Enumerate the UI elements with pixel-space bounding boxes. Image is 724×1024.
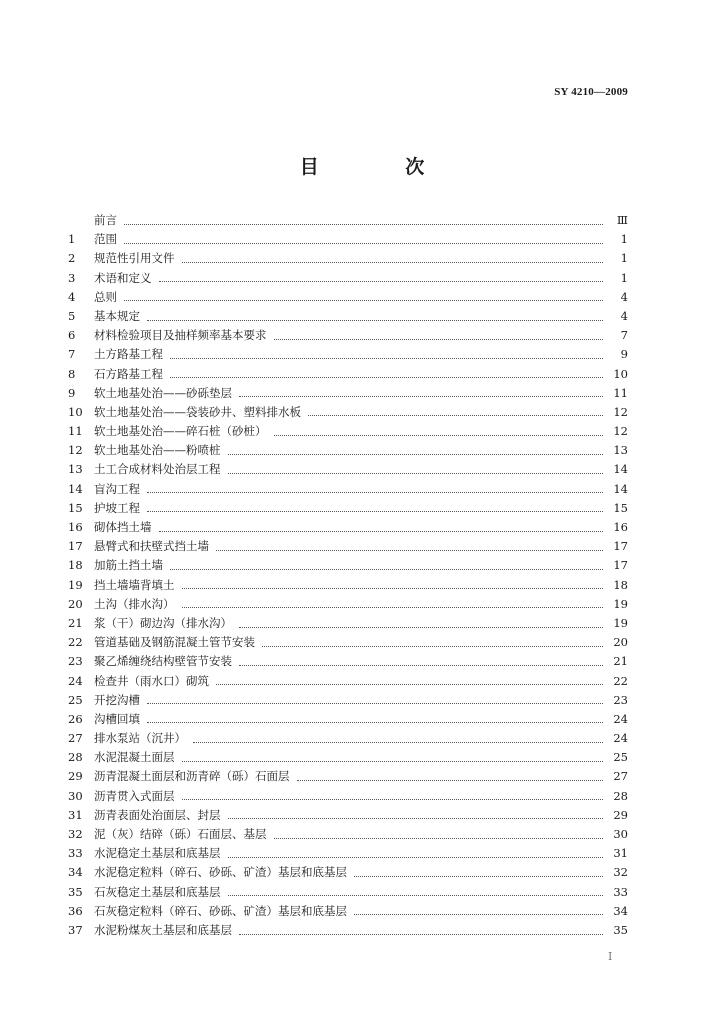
toc-entry[interactable]	[66, 556, 628, 575]
toc-entry-page: 25	[613, 750, 628, 765]
toc-entry-number: 20	[68, 596, 83, 611]
toc-leader-dots	[147, 721, 603, 723]
toc-leader-dots	[228, 453, 604, 455]
toc-entry-page: 31	[613, 846, 628, 861]
toc-entry[interactable]	[66, 518, 628, 537]
toc-entry[interactable]	[66, 729, 628, 748]
toc-entry-number: 31	[68, 807, 83, 822]
toc-entry-number: 15	[68, 500, 83, 515]
toc-entry[interactable]	[66, 403, 628, 422]
toc-entry[interactable]	[66, 326, 628, 345]
toc-leader-dots	[182, 760, 604, 762]
toc-entry[interactable]	[66, 537, 628, 556]
table-of-contents	[66, 211, 628, 940]
toc-entry[interactable]	[66, 902, 628, 921]
toc-entry[interactable]	[66, 844, 628, 863]
toc-entry-page: 22	[613, 673, 628, 688]
toc-entry-title: 软土地基处治——碎石桩（砂桩）	[94, 424, 267, 439]
toc-entry[interactable]	[66, 710, 628, 729]
toc-leader-dots	[228, 472, 604, 474]
toc-entry[interactable]	[66, 921, 628, 940]
toc-entry[interactable]	[66, 499, 628, 518]
toc-entry-page: 21	[613, 654, 628, 669]
toc-entry-page: 10	[613, 366, 628, 381]
toc-entry-page: 19	[613, 596, 628, 611]
toc-entry-title: 范围	[94, 232, 117, 247]
toc-entry-number: 14	[68, 481, 83, 496]
toc-leader-dots	[147, 702, 603, 704]
toc-entry[interactable]	[66, 806, 628, 825]
toc-entry-page: 17	[613, 558, 628, 573]
toc-leader-dots	[124, 299, 603, 301]
toc-entry-page: 12	[613, 424, 628, 439]
toc-entry[interactable]	[66, 825, 628, 844]
toc-entry-title: 砌体挡土墙	[94, 520, 152, 534]
toc-entry-number: 22	[68, 635, 83, 650]
toc-leader-dots	[239, 664, 603, 666]
toc-leader-dots	[124, 223, 603, 225]
toc-entry-title: 水泥混凝土面层	[94, 750, 175, 765]
toc-entry-number: 2	[68, 251, 76, 266]
toc-entry-title: 悬臂式和扶壁式挡土墙	[94, 539, 209, 554]
toc-entry-title: 挡土墙墙背填土	[94, 577, 175, 592]
toc-entry-title: 开挖沟槽	[94, 692, 140, 707]
toc-entry-title: 土沟（排水沟）	[94, 596, 175, 611]
toc-leader-dots	[147, 319, 603, 321]
toc-leader-dots	[308, 414, 603, 416]
toc-entry-title: 总则	[94, 289, 117, 304]
toc-entry-title: 水泥粉煤灰土基层和底基层	[94, 922, 232, 937]
toc-entry[interactable]	[66, 422, 628, 441]
toc-entry-page: 35	[613, 922, 628, 937]
toc-entry-page: 20	[613, 635, 628, 650]
toc-entry-page: 28	[613, 788, 628, 803]
toc-entry[interactable]	[66, 767, 628, 786]
toc-leader-dots	[147, 491, 603, 493]
toc-entry-page: 14	[613, 462, 628, 477]
toc-leader-dots	[182, 798, 604, 800]
toc-leader-dots	[159, 530, 604, 532]
toc-entry-number: 27	[68, 731, 83, 746]
toc-entry[interactable]	[66, 576, 628, 595]
toc-entry-title: 石方路基工程	[94, 366, 163, 381]
toc-entry[interactable]	[66, 863, 628, 882]
toc-leader-dots	[170, 376, 603, 378]
toc-entry-number: 36	[68, 903, 83, 918]
toc-entry[interactable]	[66, 441, 628, 460]
toc-entry-number: 8	[68, 366, 76, 381]
toc-entry-title: 基本规定	[94, 308, 140, 323]
toc-entry-title: 土工合成材料处治层工程	[94, 462, 221, 477]
toc-entry[interactable]	[66, 652, 628, 671]
toc-leader-dots	[228, 817, 604, 819]
toc-entry-title: 术语和定义	[94, 270, 152, 285]
toc-entry-page: 11	[613, 385, 628, 400]
toc-entry-title: 盲沟工程	[94, 481, 140, 496]
toc-entry-title: 石灰稳定土基层和底基层	[94, 884, 221, 899]
toc-entry[interactable]	[66, 269, 628, 288]
toc-entry-page: 1	[620, 251, 628, 266]
toc-entry-page: 19	[613, 615, 628, 630]
toc-entry[interactable]	[66, 614, 628, 633]
toc-entry-title: 石灰稳定粒料（碎石、砂砾、矿渣）基层和底基层	[94, 903, 347, 918]
toc-entry-page: 9	[620, 347, 628, 362]
toc-entry-number: 35	[68, 884, 83, 899]
toc-entry-number: 18	[68, 558, 83, 573]
toc-entry-number: 30	[68, 788, 83, 803]
toc-entry[interactable]	[66, 230, 628, 249]
toc-leader-dots	[216, 549, 603, 551]
toc-entry-number: 13	[68, 462, 83, 477]
toc-leader-dots	[274, 837, 604, 839]
toc-leader-dots	[182, 587, 604, 589]
toc-entry-page: 1	[620, 270, 628, 285]
toc-title: 目 次	[299, 156, 465, 178]
toc-entry-number: 28	[68, 750, 83, 765]
toc-entry-number: 4	[68, 289, 76, 304]
toc-entry-title: 沟槽回填	[94, 711, 140, 726]
toc-entry-number: 11	[68, 424, 83, 439]
standard-code: SY 4210—2009	[554, 86, 628, 98]
toc-leader-dots	[239, 933, 603, 935]
toc-entry-number: 3	[68, 270, 76, 285]
toc-entry-number: 32	[68, 827, 83, 841]
toc-entry-title: 前言	[94, 213, 117, 227]
toc-entry-page: 29	[613, 807, 628, 822]
toc-leader-dots	[182, 606, 604, 608]
toc-entry-number: 21	[68, 615, 83, 630]
toc-leader-dots	[228, 856, 604, 858]
toc-leader-dots	[354, 875, 603, 877]
toc-leader-dots	[124, 242, 603, 244]
toc-leader-dots	[159, 280, 604, 282]
toc-entry-page: 33	[613, 884, 628, 899]
toc-entry-title: 检查井（雨水口）砌筑	[94, 673, 209, 688]
toc-entry-title: 沥青表面处治面层、封层	[94, 807, 221, 822]
toc-entry-page: 13	[613, 443, 628, 458]
toc-entry-title: 水泥稳定土基层和底基层	[94, 846, 221, 861]
toc-leader-dots	[239, 626, 603, 628]
toc-entry-number: 33	[68, 846, 83, 861]
toc-leader-dots	[170, 568, 603, 570]
toc-entry-page: 27	[613, 769, 628, 784]
toc-leader-dots	[262, 645, 603, 647]
toc-leader-dots	[170, 357, 603, 359]
toc-entry-title: 软土地基处治——粉喷桩	[94, 443, 221, 458]
toc-entry[interactable]	[66, 480, 628, 499]
toc-entry[interactable]	[66, 787, 628, 806]
toc-entry-page: 30	[613, 827, 628, 841]
toc-entry-number: 37	[68, 922, 83, 937]
toc-entry[interactable]	[66, 211, 628, 230]
toc-entry-page: 4	[620, 289, 628, 304]
toc-entry-number: 16	[68, 520, 83, 534]
toc-entry-page: Ⅲ	[616, 213, 628, 227]
toc-leader-dots	[228, 894, 604, 896]
toc-entry-number: 1	[68, 232, 76, 247]
toc-entry[interactable]	[66, 748, 628, 767]
page-number: I	[608, 950, 613, 963]
toc-leader-dots	[147, 510, 603, 512]
toc-entry[interactable]	[66, 460, 628, 479]
toc-entry-number: 29	[68, 769, 83, 784]
toc-entry[interactable]	[66, 672, 628, 691]
toc-entry-title: 软土地基处治——砂砾垫层	[94, 385, 232, 400]
toc-entry-title: 规范性引用文件	[94, 251, 175, 266]
toc-entry-page: 4	[620, 308, 628, 323]
toc-entry[interactable]	[66, 595, 628, 614]
toc-entry-page: 1	[620, 232, 628, 247]
toc-entry-title: 泥（灰）结碎（砾）石面层、基层	[94, 827, 267, 841]
toc-leader-dots	[274, 338, 604, 340]
toc-entry-page: 12	[613, 404, 628, 419]
toc-entry-number: 5	[68, 308, 76, 323]
toc-leader-dots	[297, 779, 604, 781]
toc-entry[interactable]	[66, 249, 628, 268]
toc-entry-title: 沥青贯入式面层	[94, 788, 175, 803]
toc-leader-dots	[239, 395, 603, 397]
toc-entry-number: 19	[68, 577, 83, 592]
toc-entry[interactable]	[66, 633, 628, 652]
toc-entry[interactable]	[66, 345, 628, 364]
toc-entry-number: 10	[68, 404, 83, 419]
toc-entry-page: 7	[620, 328, 628, 343]
toc-entry-title: 土方路基工程	[94, 347, 163, 362]
toc-entry-number: 25	[68, 692, 83, 707]
toc-entry-title: 软土地基处治——袋装砂井、塑料排水板	[94, 404, 301, 419]
toc-entry-title: 材料检验项目及抽样频率基本要求	[94, 328, 267, 343]
toc-leader-dots	[274, 434, 604, 436]
toc-leader-dots	[182, 261, 604, 263]
toc-leader-dots	[354, 913, 603, 915]
toc-leader-dots	[193, 741, 603, 743]
toc-entry-title: 水泥稳定粒料（碎石、砂砾、矿渣）基层和底基层	[94, 865, 347, 880]
toc-entry-title: 排水泵站（沉井）	[94, 731, 186, 746]
toc-entry[interactable]	[66, 307, 628, 326]
toc-entry-page: 14	[613, 481, 628, 496]
toc-entry-title: 管道基础及钢筋混凝土管节安装	[94, 635, 255, 650]
toc-entry-number: 24	[68, 673, 83, 688]
toc-entry-title: 浆（干）砌边沟（排水沟）	[94, 615, 232, 630]
toc-entry-title: 沥青混凝土面层和沥青碎（砾）石面层	[94, 769, 290, 784]
toc-entry[interactable]	[66, 883, 628, 902]
toc-entry-title: 聚乙烯缠绕结构壁管节安装	[94, 654, 232, 669]
toc-leader-dots	[216, 683, 603, 685]
toc-entry-number: 6	[68, 328, 76, 343]
toc-entry-number: 23	[68, 654, 83, 669]
toc-entry[interactable]	[66, 691, 628, 710]
toc-entry-title: 护坡工程	[94, 500, 140, 515]
toc-entry-number: 7	[68, 347, 76, 362]
toc-entry-number: 9	[68, 385, 76, 400]
toc-entry-page: 17	[613, 539, 628, 554]
toc-entry-number: 26	[68, 711, 83, 726]
toc-entry-page: 18	[613, 577, 628, 592]
toc-entry-title: 加筋土挡土墙	[94, 558, 163, 573]
toc-entry-page: 15	[613, 500, 628, 515]
toc-entry-page: 16	[613, 520, 628, 534]
toc-entry[interactable]	[66, 288, 628, 307]
toc-entry-number: 17	[68, 539, 83, 554]
toc-entry[interactable]	[66, 384, 628, 403]
toc-entry-page: 24	[613, 711, 628, 726]
toc-entry-number: 12	[68, 443, 83, 458]
toc-entry-page: 34	[613, 903, 628, 918]
toc-entry-number: 34	[68, 865, 83, 880]
toc-entry[interactable]	[66, 365, 628, 384]
toc-entry-page: 24	[613, 731, 628, 746]
toc-entry-page: 32	[613, 865, 628, 880]
toc-entry-page: 23	[613, 692, 628, 707]
